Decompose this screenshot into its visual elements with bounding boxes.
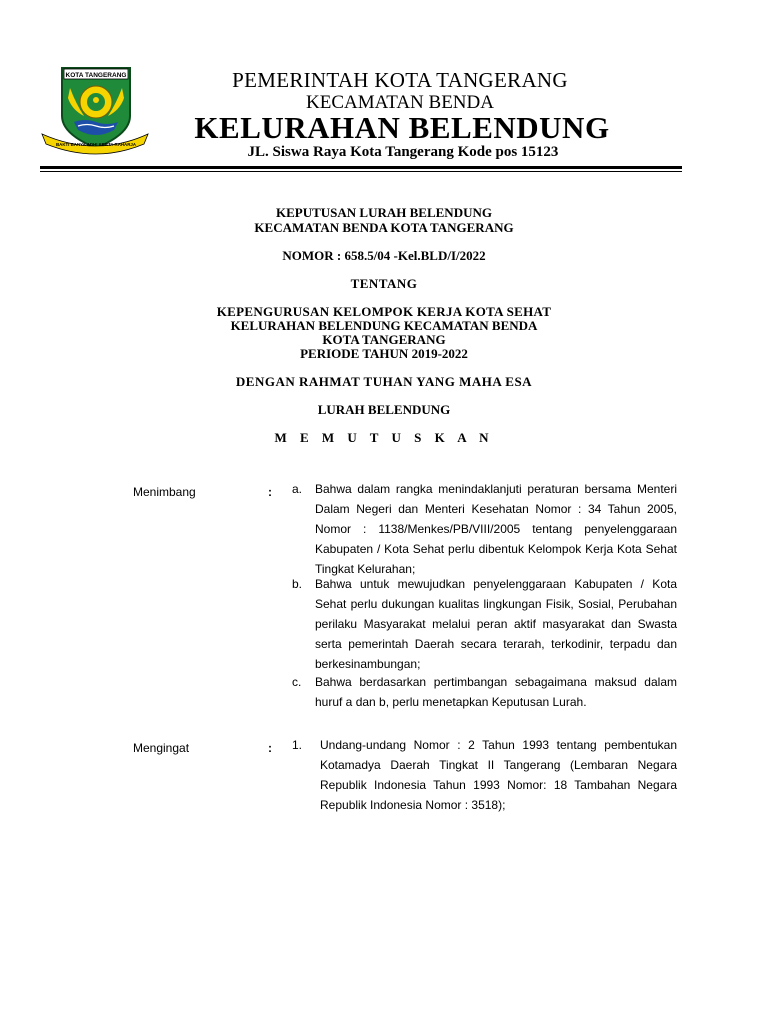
menimbang-item-a: Bahwa dalam rangka menindaklanjuti peraturan bersama Menteri Dalam Negeri dan Menteri Kesehatan Nomor : 34 Tahun 2005, Nomor : 1138/Menkes/PB/VIII/2005 tentang penyelenggaraan Kabupaten / Kota Sehat perlu dibentuk Kelompok Kerja Kota Sehat Tingkat Kelurahan; xyxy=(315,482,677,576)
menimbang-item-b: Bahwa untuk mewujudkan penyelenggaraan Kabupaten / Kota Sehat perlu dukungan kualitas lingkungan Fisik, Sosial, Perubahan perilaku Masyarakat melalui peran aktif masyarakat dan Swasta serta pemerintah Daerah secara terarah, terkodinir, terpadu dan berkesinambungan; xyxy=(315,577,677,671)
subject-line: KEPENGURUSAN KELOMPOK KERJA KOTA SEHAT xyxy=(216,304,552,319)
letterhead-government: PEMERINTAH KOTA TANGERANG xyxy=(232,68,568,92)
decree-number: NOMOR : 658.5/04 -Kel.BLD/I/2022 xyxy=(282,248,486,263)
emblem-top-text: KOTA TANGERANG xyxy=(65,72,127,79)
lurah-heading: LURAH BELENDUNG xyxy=(317,402,451,417)
list-marker: 1. xyxy=(292,738,303,752)
emblem-ribbon-text: BAKTI BANYA ADHI KERTA RAHARJA xyxy=(55,142,137,147)
subject-period: PERIODE TAHUN 2019-2022 xyxy=(300,346,468,361)
menimbang-colon: : xyxy=(268,485,272,499)
kota-tangerang-emblem xyxy=(40,64,150,156)
list-marker: a. xyxy=(292,482,303,496)
list-marker: c. xyxy=(292,675,302,689)
tentang-heading: TENTANG xyxy=(350,276,418,291)
subject-line: KELURAHAN BELENDUNG KECAMATAN BENDA xyxy=(230,318,538,333)
subject-line: KOTA TANGERANG xyxy=(322,332,446,347)
list-marker: b. xyxy=(292,577,303,591)
memutuskan-heading: M E M U T U S K A N xyxy=(274,430,494,445)
letterhead-district: KECAMATAN BENDA xyxy=(306,92,494,113)
mengingat-item-1: Undang-undang Nomor : 2 Tahun 1993 tentang pembentukan Kotamadya Daerah Tingkat II Tangerang (Lembaran Negara Republik Indonesia Tahun 1993 Nomor: 18 Tambahan Negara Republik Indonesia Nomor : 3518); xyxy=(320,738,677,812)
letterhead-rule-thick xyxy=(40,166,682,169)
menimbang-label: Menimbang xyxy=(133,485,196,499)
mengingat-colon: : xyxy=(268,741,272,755)
letterhead-village: KELURAHAN BELENDUNG xyxy=(194,110,610,145)
letterhead-address: JL. Siswa Raya Kota Tangerang Kode pos 15123 xyxy=(247,144,559,160)
menimbang-item-c: Bahwa berdasarkan pertimbangan sebagaimana maksud dalam huruf a dan b, perlu menetapkan Keputusan Lurah. xyxy=(315,675,677,709)
rahmat-line: DENGAN RAHMAT TUHAN YANG MAHA ESA xyxy=(235,374,533,389)
emblem-dot xyxy=(93,97,99,103)
letterhead-rule-thin xyxy=(40,171,682,172)
decree-subtitle: KECAMATAN BENDA KOTA TANGERANG xyxy=(254,220,514,235)
decree-title: KEPUTUSAN LURAH BELENDUNG xyxy=(276,205,492,220)
mengingat-label: Mengingat xyxy=(133,741,190,755)
